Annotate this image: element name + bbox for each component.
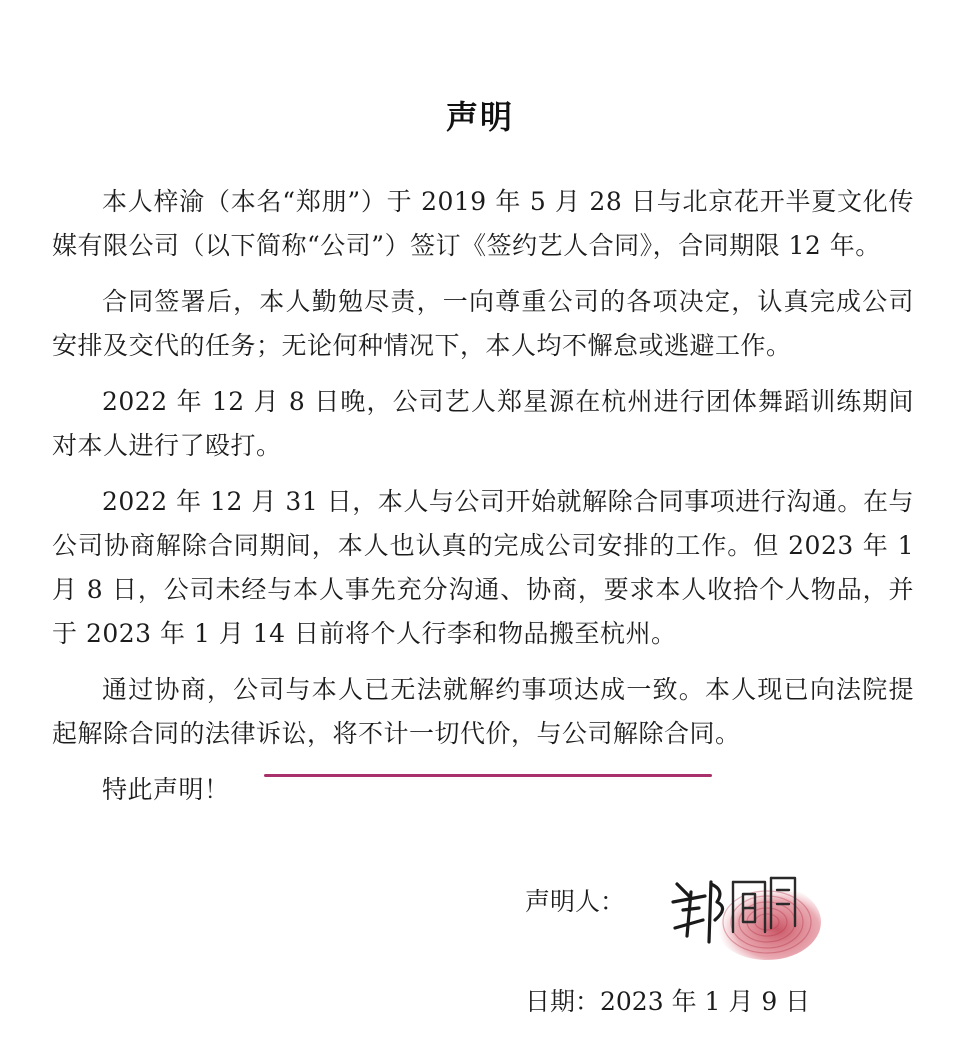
document-title: 声明	[445, 98, 514, 136]
signature-block	[525, 860, 825, 970]
paragraph-lawsuit: 通过协商，公司与本人已无法就解约事项达成一致。本人现已向法院提起解除合同的法律诉讼，将不计一切代价，与公司解除合同。	[52, 675, 914, 748]
paragraph-closing: 特此声明！	[102, 775, 230, 804]
paragraph-termination-talks: 2022 年 12 月 31 日，本人与公司开始就解除合同事项进行沟通。在与公司协商解除合同期间，本人也认真的完成公司安排的工作。但 2023 年 1 月 8 日，公司未经与本人事先充分沟通、协商，要求本人收拾个人物品，并于 2023 年 1 月 14 日前将个人行李和物品搬至杭州。	[52, 487, 914, 648]
document-body	[52, 180, 914, 824]
paragraph-diligence: 合同签署后，本人勤勉尽责，一向尊重公司的各项决定，认真完成公司安排及交代的任务；无论何种情况下，本人均不懈怠或逃避工作。	[52, 287, 914, 360]
signature-fingerprint-seal	[663, 866, 823, 962]
document-date: 日期：2023 年 1 月 9 日	[525, 987, 811, 1016]
signer-label: 声明人：	[525, 887, 626, 916]
highlight-underline	[264, 774, 712, 777]
paragraph-contract: 本人梓渝（本名“郑朋”）于 2019 年 5 月 28 日与北京花开半夏文化传媒有限公司（以下简称“公司”）签订《签约艺人合同》，合同期限 12 年。	[52, 187, 914, 260]
paragraph-incident: 2022 年 12 月 8 日晚，公司艺人郑星源在杭州进行团体舞蹈训练期间对本人进行了殴打。	[52, 387, 914, 460]
